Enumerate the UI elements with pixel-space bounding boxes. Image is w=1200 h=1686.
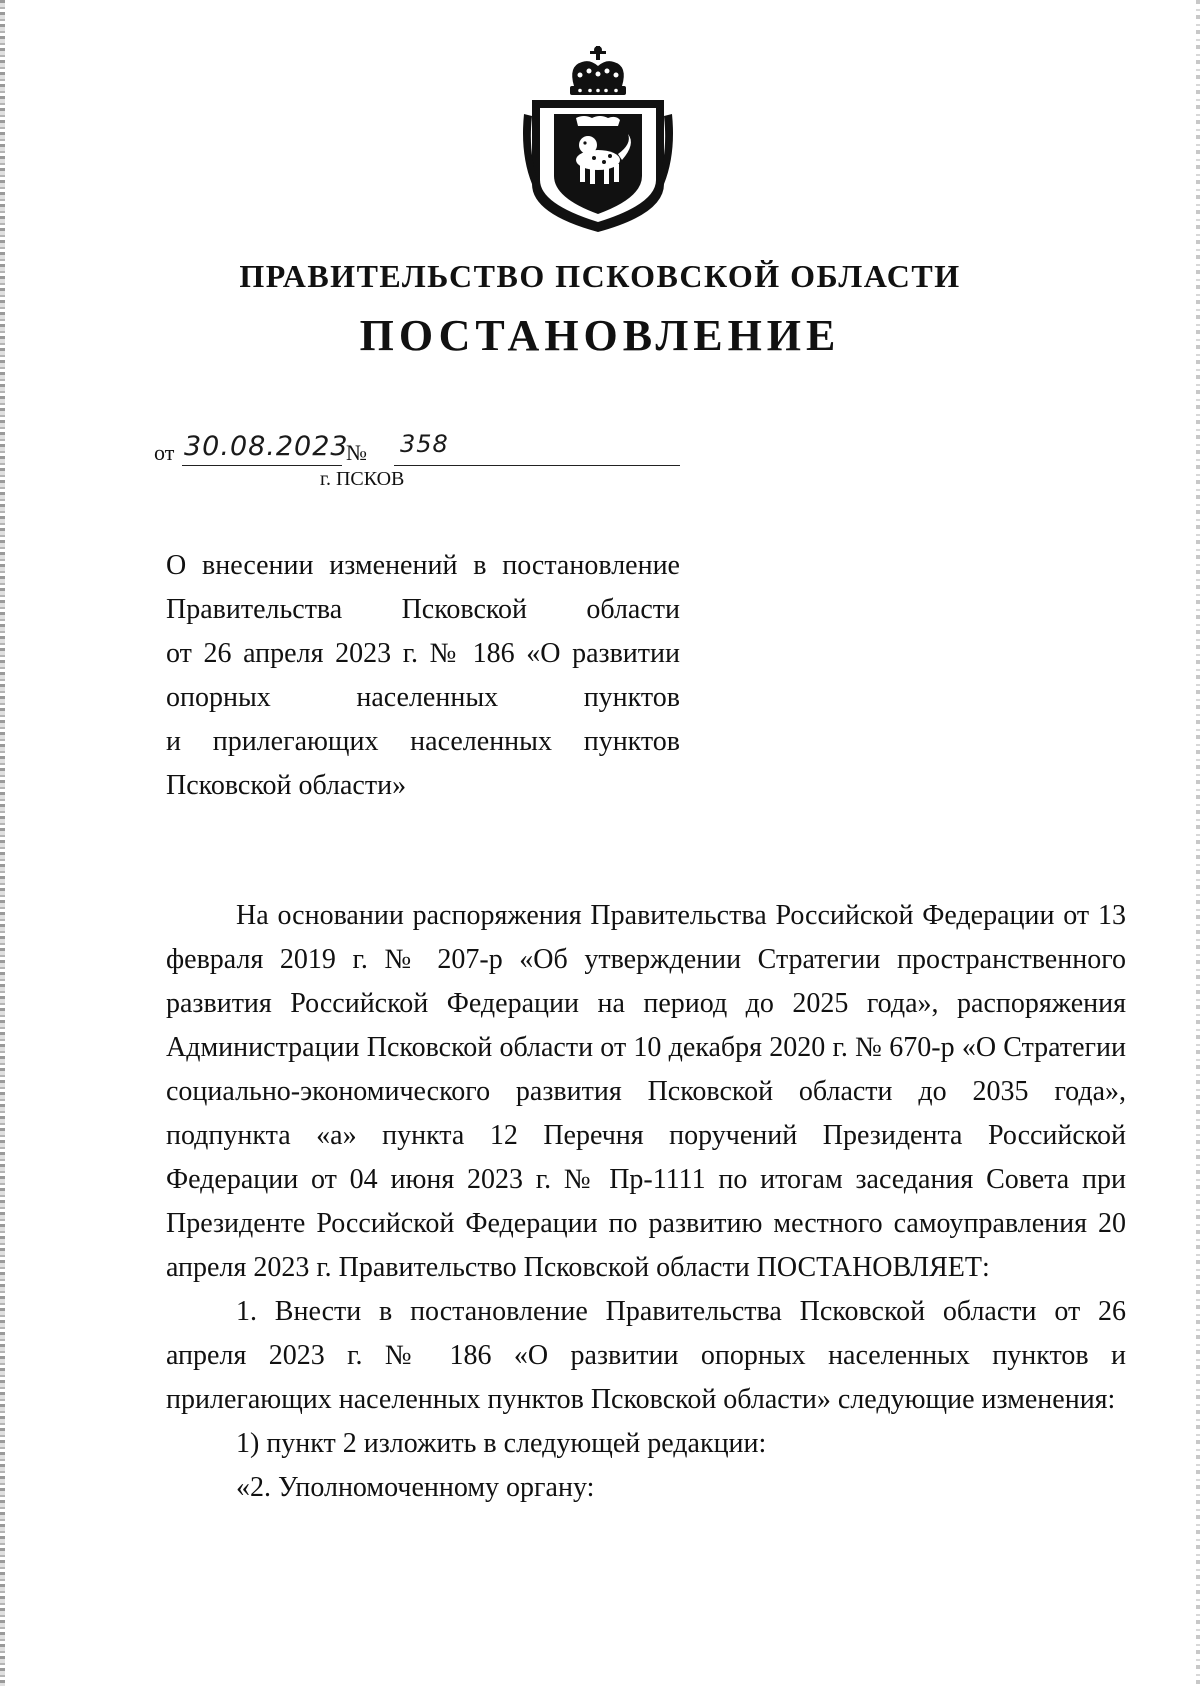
number-underline: [394, 465, 680, 466]
scan-edge-right: [1196, 0, 1200, 1686]
subject-line: и прилегающих населенных пунктов: [166, 726, 680, 757]
date-underline: [182, 465, 342, 466]
subject-line: О внесении изменений в постановление: [166, 550, 680, 581]
subject-line: Псковской области»: [166, 770, 407, 801]
body-paragraph: 1. Внести в постановление Правительства Псковской области от 26 апреля 2023 г. № 186 «О развитии опорных населенных пунктов и прилегающих населенных пунктов Псковской области» следующие изменения:: [166, 1296, 1126, 1415]
coat-of-arms-icon: [518, 44, 678, 234]
body-paragraph: «2. Уполномоченному органу:: [236, 1472, 595, 1503]
issue-date: 30.08.2023: [184, 431, 349, 462]
body-paragraph: На основании распоряжения Правительства Российской Федерации от 13 февраля 2019 г. № 207-р «Об утверждении Стратегии пространственного развития Российской Федерации на период до 2025 года», распоряжения Администрации Псковской области от 10 декабря 2020 г. № 670-р «О Стратегии социально-экономического развития Псковской области до 2035 года», подпункта «а» пункта 12 Перечня поручений Президента Российской Федерации от 04 июня 2023 г. № Пр-1111 по итогам заседания Совета при Президенте Российской Федерации по развитию местного самоуправления 20 апреля 2023 г. Правительство Псковской области ПОСТАНОВЛЯЕТ:: [166, 900, 1126, 1283]
document-type-title: ПОСТАНОВЛЕНИЕ: [359, 311, 841, 360]
document-subject: [166, 544, 680, 808]
number-sign: №: [346, 440, 367, 465]
date-prefix: от: [154, 440, 175, 465]
subject-line: Правительства Псковской области: [166, 594, 680, 625]
subject-line: опорных населенных пунктов: [166, 682, 680, 713]
issue-date-line: [154, 428, 534, 468]
document-number: 358: [400, 430, 449, 458]
document-body: [166, 894, 1126, 1510]
organization-title: ПРАВИТЕЛЬСТВО ПСКОВСКОЙ ОБЛАСТИ: [239, 258, 961, 294]
scan-edge-left: [0, 0, 5, 1686]
subject-line: от 26 апреля 2023 г. № 186 «О развитии: [166, 638, 680, 669]
issue-city: г. ПСКОВ: [320, 468, 405, 490]
body-paragraph: 1) пункт 2 изложить в следующей редакции:: [236, 1428, 767, 1459]
